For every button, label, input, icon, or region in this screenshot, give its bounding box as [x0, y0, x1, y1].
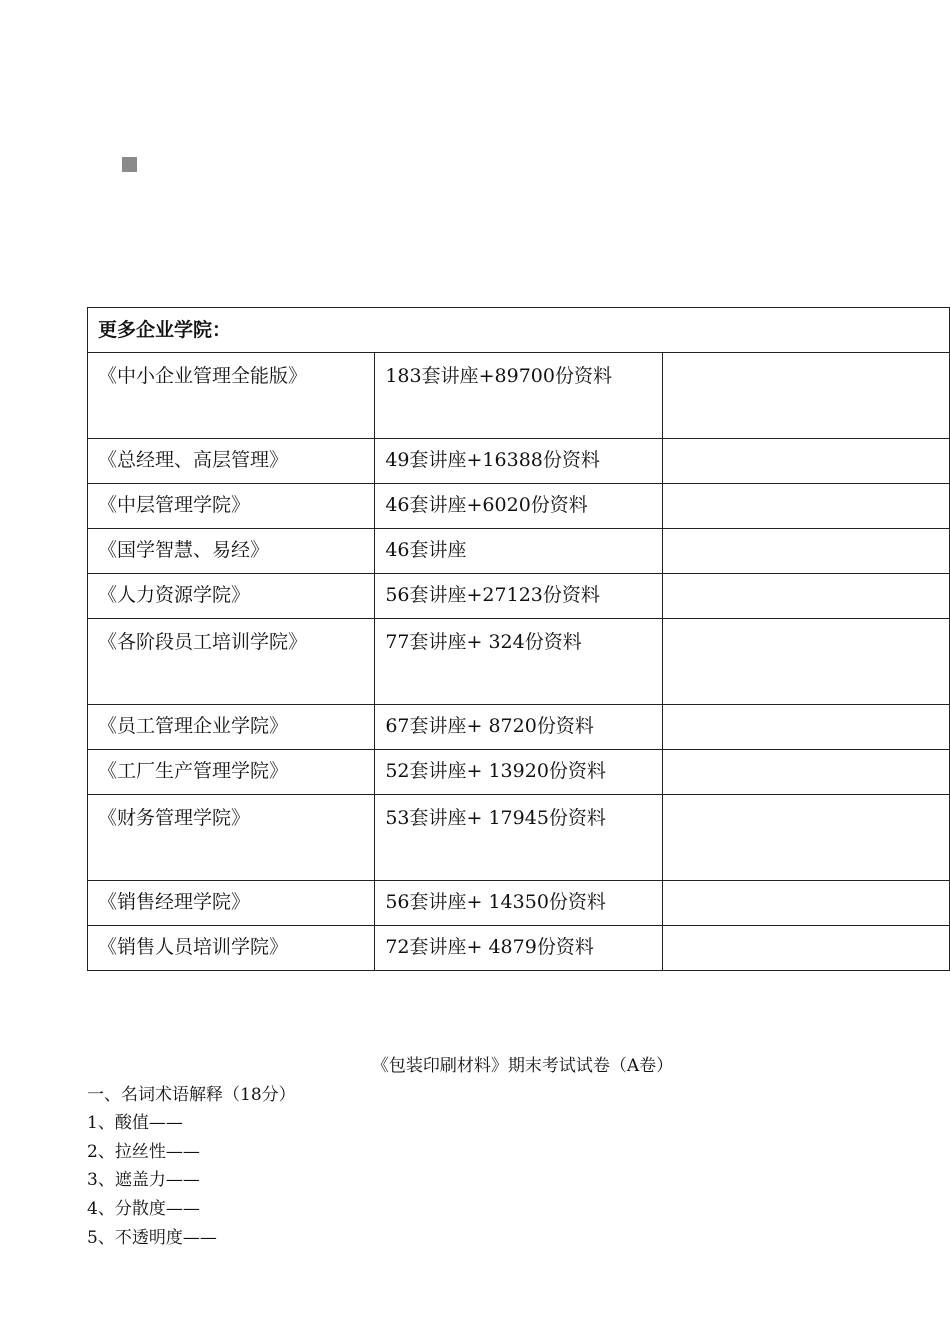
academy-empty-cell — [662, 619, 949, 705]
academy-name-cell: 《中层管理学院》 — [88, 484, 375, 529]
academy-table-heading: 更多企业学院： — [88, 308, 950, 353]
academy-empty-cell — [662, 574, 949, 619]
academy-empty-cell — [662, 353, 949, 439]
academy-content-cell: 77套讲座+ 324份资料 — [375, 619, 662, 705]
academy-name-cell: 《员工管理企业学院》 — [88, 705, 375, 750]
table-row — [88, 881, 950, 926]
academy-content-cell: 49套讲座+16388份资料 — [375, 439, 662, 484]
exam-title: 《包装印刷材料》期末考试试卷（A卷） — [371, 1056, 674, 1076]
academy-name-cell: 《人力资源学院》 — [88, 574, 375, 619]
academy-name-cell: 《各阶段员工培训学院》 — [88, 619, 375, 705]
list-item: 1、酸值—— — [87, 1113, 183, 1134]
academy-empty-cell — [662, 926, 949, 971]
academy-name-cell: 《销售经理学院》 — [88, 881, 375, 926]
table-row — [88, 619, 950, 705]
academy-content-cell: 56套讲座+27123份资料 — [375, 574, 662, 619]
academy-empty-cell — [662, 750, 949, 795]
academy-name-cell: 《财务管理学院》 — [88, 795, 375, 881]
list-item: 4、分散度—— — [87, 1198, 200, 1219]
academy-empty-cell — [662, 484, 949, 529]
academy-name-cell: 《国学智慧、易经》 — [88, 529, 375, 574]
list-item: 2、拉丝性—— — [87, 1141, 200, 1162]
list-item: 5、不透明度—— — [87, 1227, 217, 1248]
table-row — [88, 926, 950, 971]
academy-empty-cell — [662, 529, 949, 574]
table-row — [88, 529, 950, 574]
table-row — [88, 353, 950, 439]
exam-section — [87, 1052, 950, 1252]
table-row — [88, 439, 950, 484]
academy-content-cell: 67套讲座+ 8720份资料 — [375, 705, 662, 750]
table-row — [88, 705, 950, 750]
table-row — [88, 750, 950, 795]
academy-name-cell: 《工厂生产管理学院》 — [88, 750, 375, 795]
section-heading: 一、名词术语解释（18分） — [87, 1084, 296, 1105]
academy-table-header-row — [88, 308, 950, 353]
academy-name-cell: 《销售人员培训学院》 — [88, 926, 375, 971]
academy-content-cell: 56套讲座+ 14350份资料 — [375, 881, 662, 926]
academy-content-cell: 46套讲座+6020份资料 — [375, 484, 662, 529]
academy-content-cell: 46套讲座 — [375, 529, 662, 574]
academy-content-cell: 183套讲座+89700份资料 — [375, 353, 662, 439]
academy-empty-cell — [662, 795, 949, 881]
square-bullet-icon — [122, 157, 137, 172]
table-row — [88, 484, 950, 529]
academy-content-cell: 53套讲座+ 17945份资料 — [375, 795, 662, 881]
academy-table — [87, 307, 950, 971]
academy-content-cell: 52套讲座+ 13920份资料 — [375, 750, 662, 795]
list-item: 3、遮盖力—— — [87, 1170, 200, 1191]
academy-name-cell: 《中小企业管理全能版》 — [88, 353, 375, 439]
table-row — [88, 795, 950, 881]
academy-content-cell: 72套讲座+ 4879份资料 — [375, 926, 662, 971]
academy-empty-cell — [662, 705, 949, 750]
academy-name-cell: 《总经理、高层管理》 — [88, 439, 375, 484]
academy-empty-cell — [662, 881, 949, 926]
academy-empty-cell — [662, 439, 949, 484]
table-row — [88, 574, 950, 619]
